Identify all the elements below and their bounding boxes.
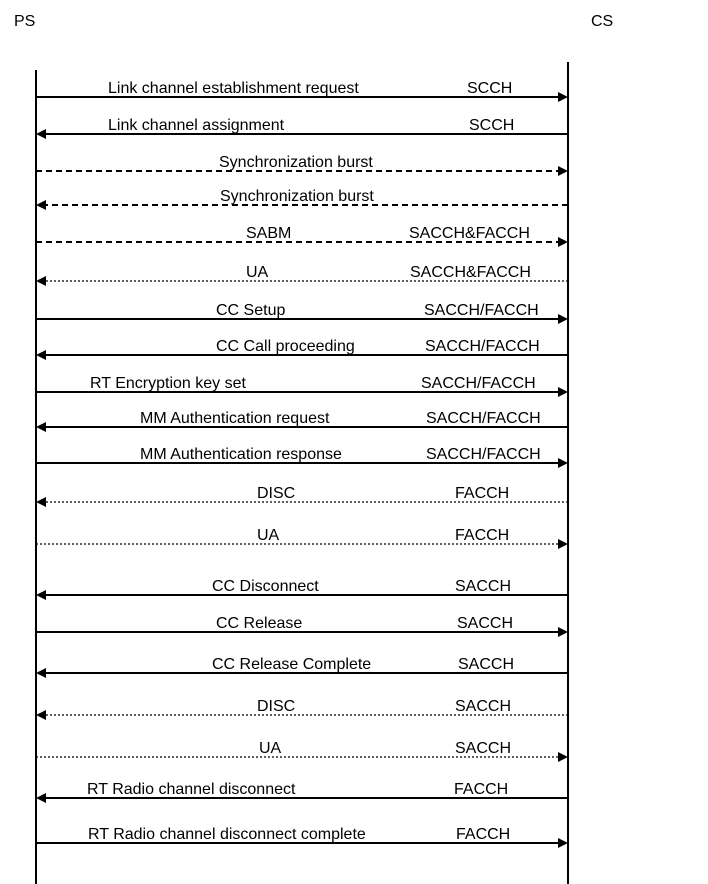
message-label: Synchronization burst [219, 154, 373, 171]
message-1 [36, 80, 568, 102]
channel-label: FACCH [455, 485, 510, 502]
channel-label: SACCH [455, 698, 512, 715]
arrowhead-icon [36, 200, 46, 210]
message-13 [36, 527, 568, 549]
message-label: DISC [257, 698, 296, 715]
message-label: UA [246, 264, 269, 281]
arrowhead-icon [558, 752, 568, 762]
arrowhead-icon [36, 129, 46, 139]
channel-label: SCCH [467, 80, 513, 97]
channel-label: SACCH/FACCH [426, 446, 541, 463]
message-6 [36, 264, 568, 286]
channel-label: SACCH/FACCH [426, 410, 541, 427]
message-20 [36, 826, 568, 848]
message-7 [36, 302, 568, 324]
message-label: CC Disconnect [212, 578, 319, 595]
channel-label: SACCH/FACCH [424, 302, 539, 319]
message-label: CC Release [216, 615, 303, 632]
channel-label: SACCH [455, 578, 512, 595]
arrowhead-icon [36, 497, 46, 507]
message-label: UA [259, 740, 282, 757]
message-label: Synchronization burst [220, 188, 374, 205]
message-8 [36, 338, 568, 360]
arrowhead-icon [558, 387, 568, 397]
arrowhead-icon [36, 710, 46, 720]
message-label: RT Radio channel disconnect [87, 781, 296, 798]
message-14 [36, 578, 568, 600]
message-label: CC Release Complete [212, 656, 372, 673]
arrowhead-icon [36, 350, 46, 360]
channel-label: SACCH [455, 740, 512, 757]
channel-label: FACCH [454, 781, 509, 798]
arrowhead-icon [558, 92, 568, 102]
message-label: SABM [246, 225, 292, 242]
message-label: RT Encryption key set [90, 375, 246, 392]
channel-label: FACCH [456, 826, 511, 843]
arrowhead-icon [558, 838, 568, 848]
message-12 [36, 485, 568, 507]
message-label: MM Authentication request [140, 410, 330, 427]
channel-label: SCCH [469, 117, 515, 134]
message-5 [36, 225, 568, 247]
arrowhead-icon [558, 314, 568, 324]
arrowhead-icon [36, 793, 46, 803]
channel-label: SACCH [457, 615, 514, 632]
message-17 [36, 698, 568, 720]
arrowhead-icon [558, 539, 568, 549]
arrowhead-icon [558, 166, 568, 176]
message-label: UA [257, 527, 280, 544]
message-label: Link channel establishment request [108, 80, 359, 97]
message-label: MM Authentication response [140, 446, 342, 463]
arrowhead-icon [558, 237, 568, 247]
message-18 [36, 740, 568, 762]
arrowhead-icon [558, 627, 568, 637]
message-label: CC Setup [216, 302, 286, 319]
channel-label: FACCH [455, 527, 510, 544]
arrowhead-icon [36, 668, 46, 678]
message-19 [36, 781, 568, 803]
message-4 [36, 188, 568, 210]
cs-party-label: CS [591, 13, 614, 30]
channel-label: SACCH/FACCH [425, 338, 540, 355]
message-3 [36, 154, 568, 176]
message-2 [36, 117, 568, 139]
arrowhead-icon [558, 458, 568, 468]
arrowhead-icon [36, 590, 46, 600]
message-label: CC Call proceeding [216, 338, 355, 355]
message-15 [36, 615, 568, 637]
arrowhead-icon [36, 422, 46, 432]
message-label: RT Radio channel disconnect complete [88, 826, 366, 843]
message-9 [36, 375, 568, 397]
channel-label: SACCH&FACCH [410, 264, 531, 281]
ps-party-label: PS [14, 13, 36, 30]
channel-label: SACCH [458, 656, 515, 673]
channel-label: SACCH/FACCH [421, 375, 536, 392]
message-label: DISC [257, 485, 296, 502]
message-10 [36, 410, 568, 432]
message-label: Link channel assignment [108, 117, 285, 134]
message-11 [36, 446, 568, 468]
channel-label: SACCH&FACCH [409, 225, 530, 242]
arrowhead-icon [36, 276, 46, 286]
message-16 [36, 656, 568, 678]
